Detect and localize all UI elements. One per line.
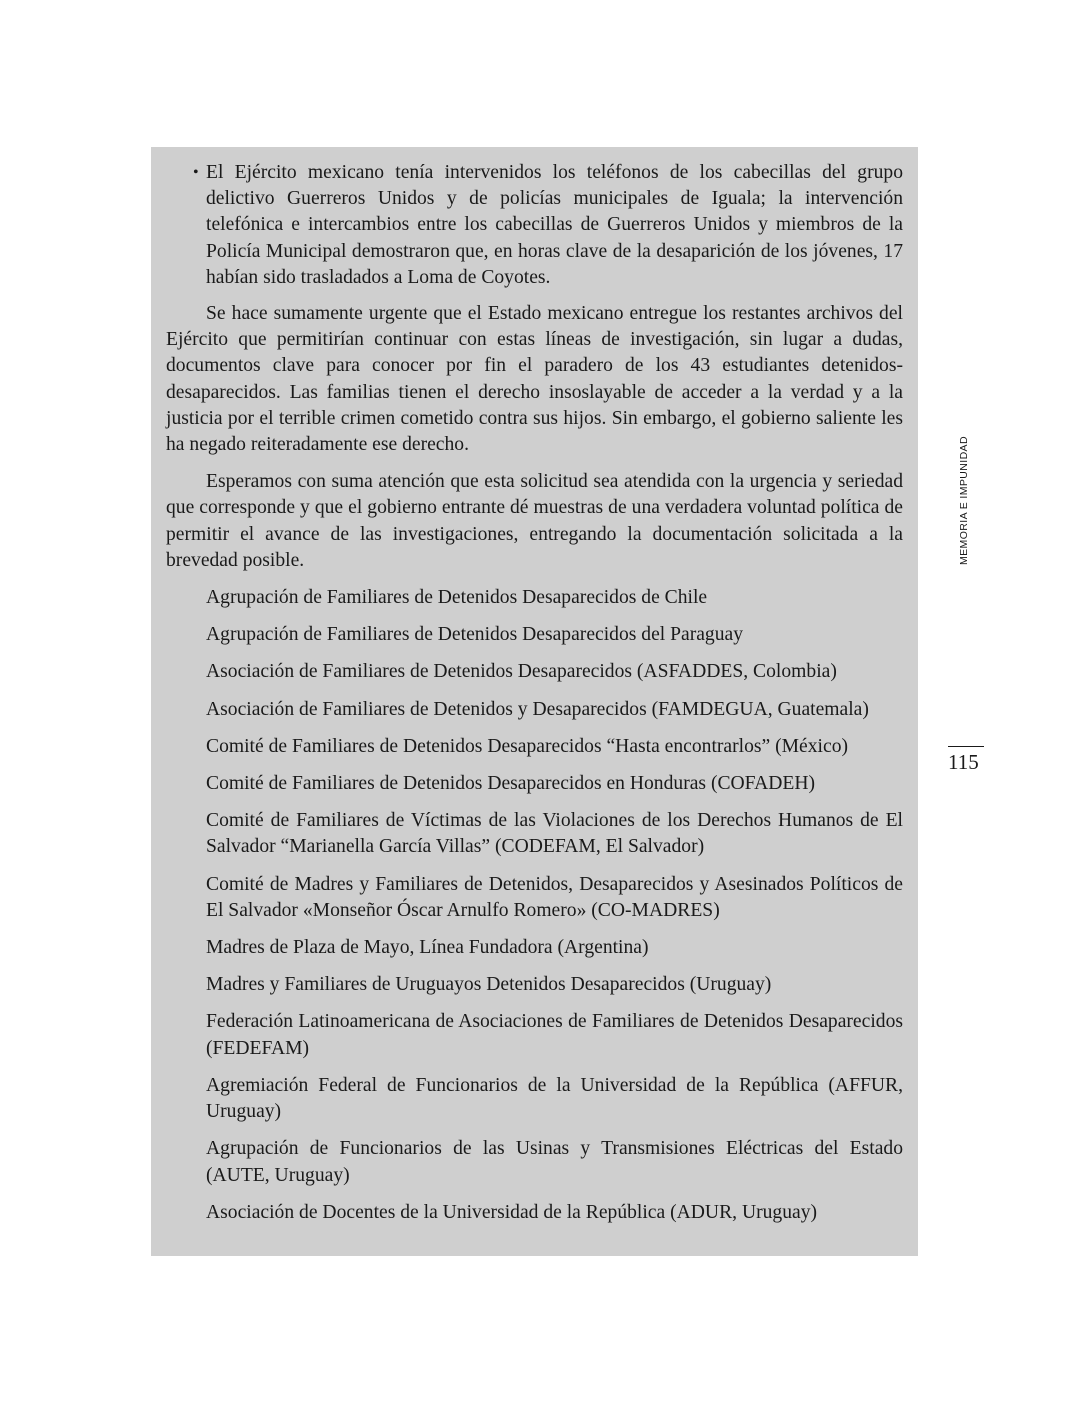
paragraph: Esperamos con suma atención que esta solicitud sea atendida con la urgencia y seriedad que corresponde y que el gobierno entrante dé muestras de una verdadera voluntad política de permitir el avance de las investigaciones, entregando la documentación solicitada a la brevedad posible.	[166, 471, 903, 571]
paragraph: Se hace sumamente urgente que el Estado mexicano entregue los restantes archivos del Ejército que permitirían continuar con estas líneas de investigación, sin lugar a dudas, documentos clave para conocer por fin el paradero de los 43 estudiantes detenidos-desaparecidos. Las familias tienen el derecho insoslayable de acceder a la verdad y a la justicia por el terrible crimen cometido contra sus hijos. Sin embargo, el gobierno saliente les ha negado reiteradamente ese derecho.	[166, 303, 903, 456]
signatory: Agrupación de Familiares de Detenidos Desaparecidos de Chile	[206, 587, 708, 609]
bullet-marker: •	[193, 164, 199, 181]
bullet-item	[166, 160, 903, 291]
signatory: Asociación de Docentes de la Universidad de la República (ADUR, Uruguay)	[206, 1201, 818, 1223]
signatory: Comité de Familiares de Víctimas de las Violaciones de los Derechos Humanos de El Salvador “Marianella García Villas” (CODEFAM, El Salvador)	[206, 810, 903, 858]
signatory: Comité de Madres y Familiares de Detenidos, Desaparecidos y Asesinados Políticos de El Salvador «Monseñor Óscar Arnulfo Romero» (CO-MADRES)	[206, 873, 903, 921]
signatory: Comité de Familiares de Detenidos Desaparecidos en Honduras (COFADEH)	[206, 773, 816, 795]
signatory: Agrupación de Familiares de Detenidos Desaparecidos del Paraguay	[206, 624, 744, 646]
document-body	[166, 160, 903, 1237]
signatory: Agremiación Federal de Funcionarios de la Universidad de la República (AFFUR, Uruguay)	[206, 1074, 903, 1123]
running-section-title: MEMORIA E IMPUNIDAD	[958, 436, 970, 565]
page-number-rule	[948, 746, 984, 747]
signatory: Comité de Familiares de Detenidos Desaparecidos “Hasta encontrarlos” (México)	[206, 735, 849, 757]
bullet-text: El Ejército mexicano tenía intervenidos los teléfonos de los cabecillas del grupo delictivo Guerreros Unidos y de policías municipales de Iguala; la intervención telefónica e intercambios entre los cabecillas de Guerreros Unidos y miembros de la Policía Municipal demostraron que, en horas clave de la desaparición de los jóvenes, 17 habían sido trasladados a Loma de Coyotes.	[206, 162, 903, 288]
signatory: Madres y Familiares de Uruguayos Detenidos Desaparecidos (Uruguay)	[206, 974, 772, 996]
signatory: Madres de Plaza de Mayo, Línea Fundadora (Argentina)	[206, 937, 649, 959]
signatory: Asociación de Familiares de Detenidos Desaparecidos (ASFADDES, Colombia)	[206, 661, 837, 683]
signatory: Federación Latinoamericana de Asociaciones de Familiares de Detenidos Desaparecidos (FEDEFAM)	[206, 1011, 903, 1059]
page-number: 115	[948, 750, 979, 774]
signatory: Agrupación de Funcionarios de las Usinas y Transmisiones Eléctricas del Estado (AUTE, Uruguay)	[206, 1138, 903, 1186]
signatory: Asociación de Familiares de Detenidos y Desaparecidos (FAMDEGUA, Guatemala)	[206, 698, 869, 720]
signatory-list	[166, 585, 903, 1226]
